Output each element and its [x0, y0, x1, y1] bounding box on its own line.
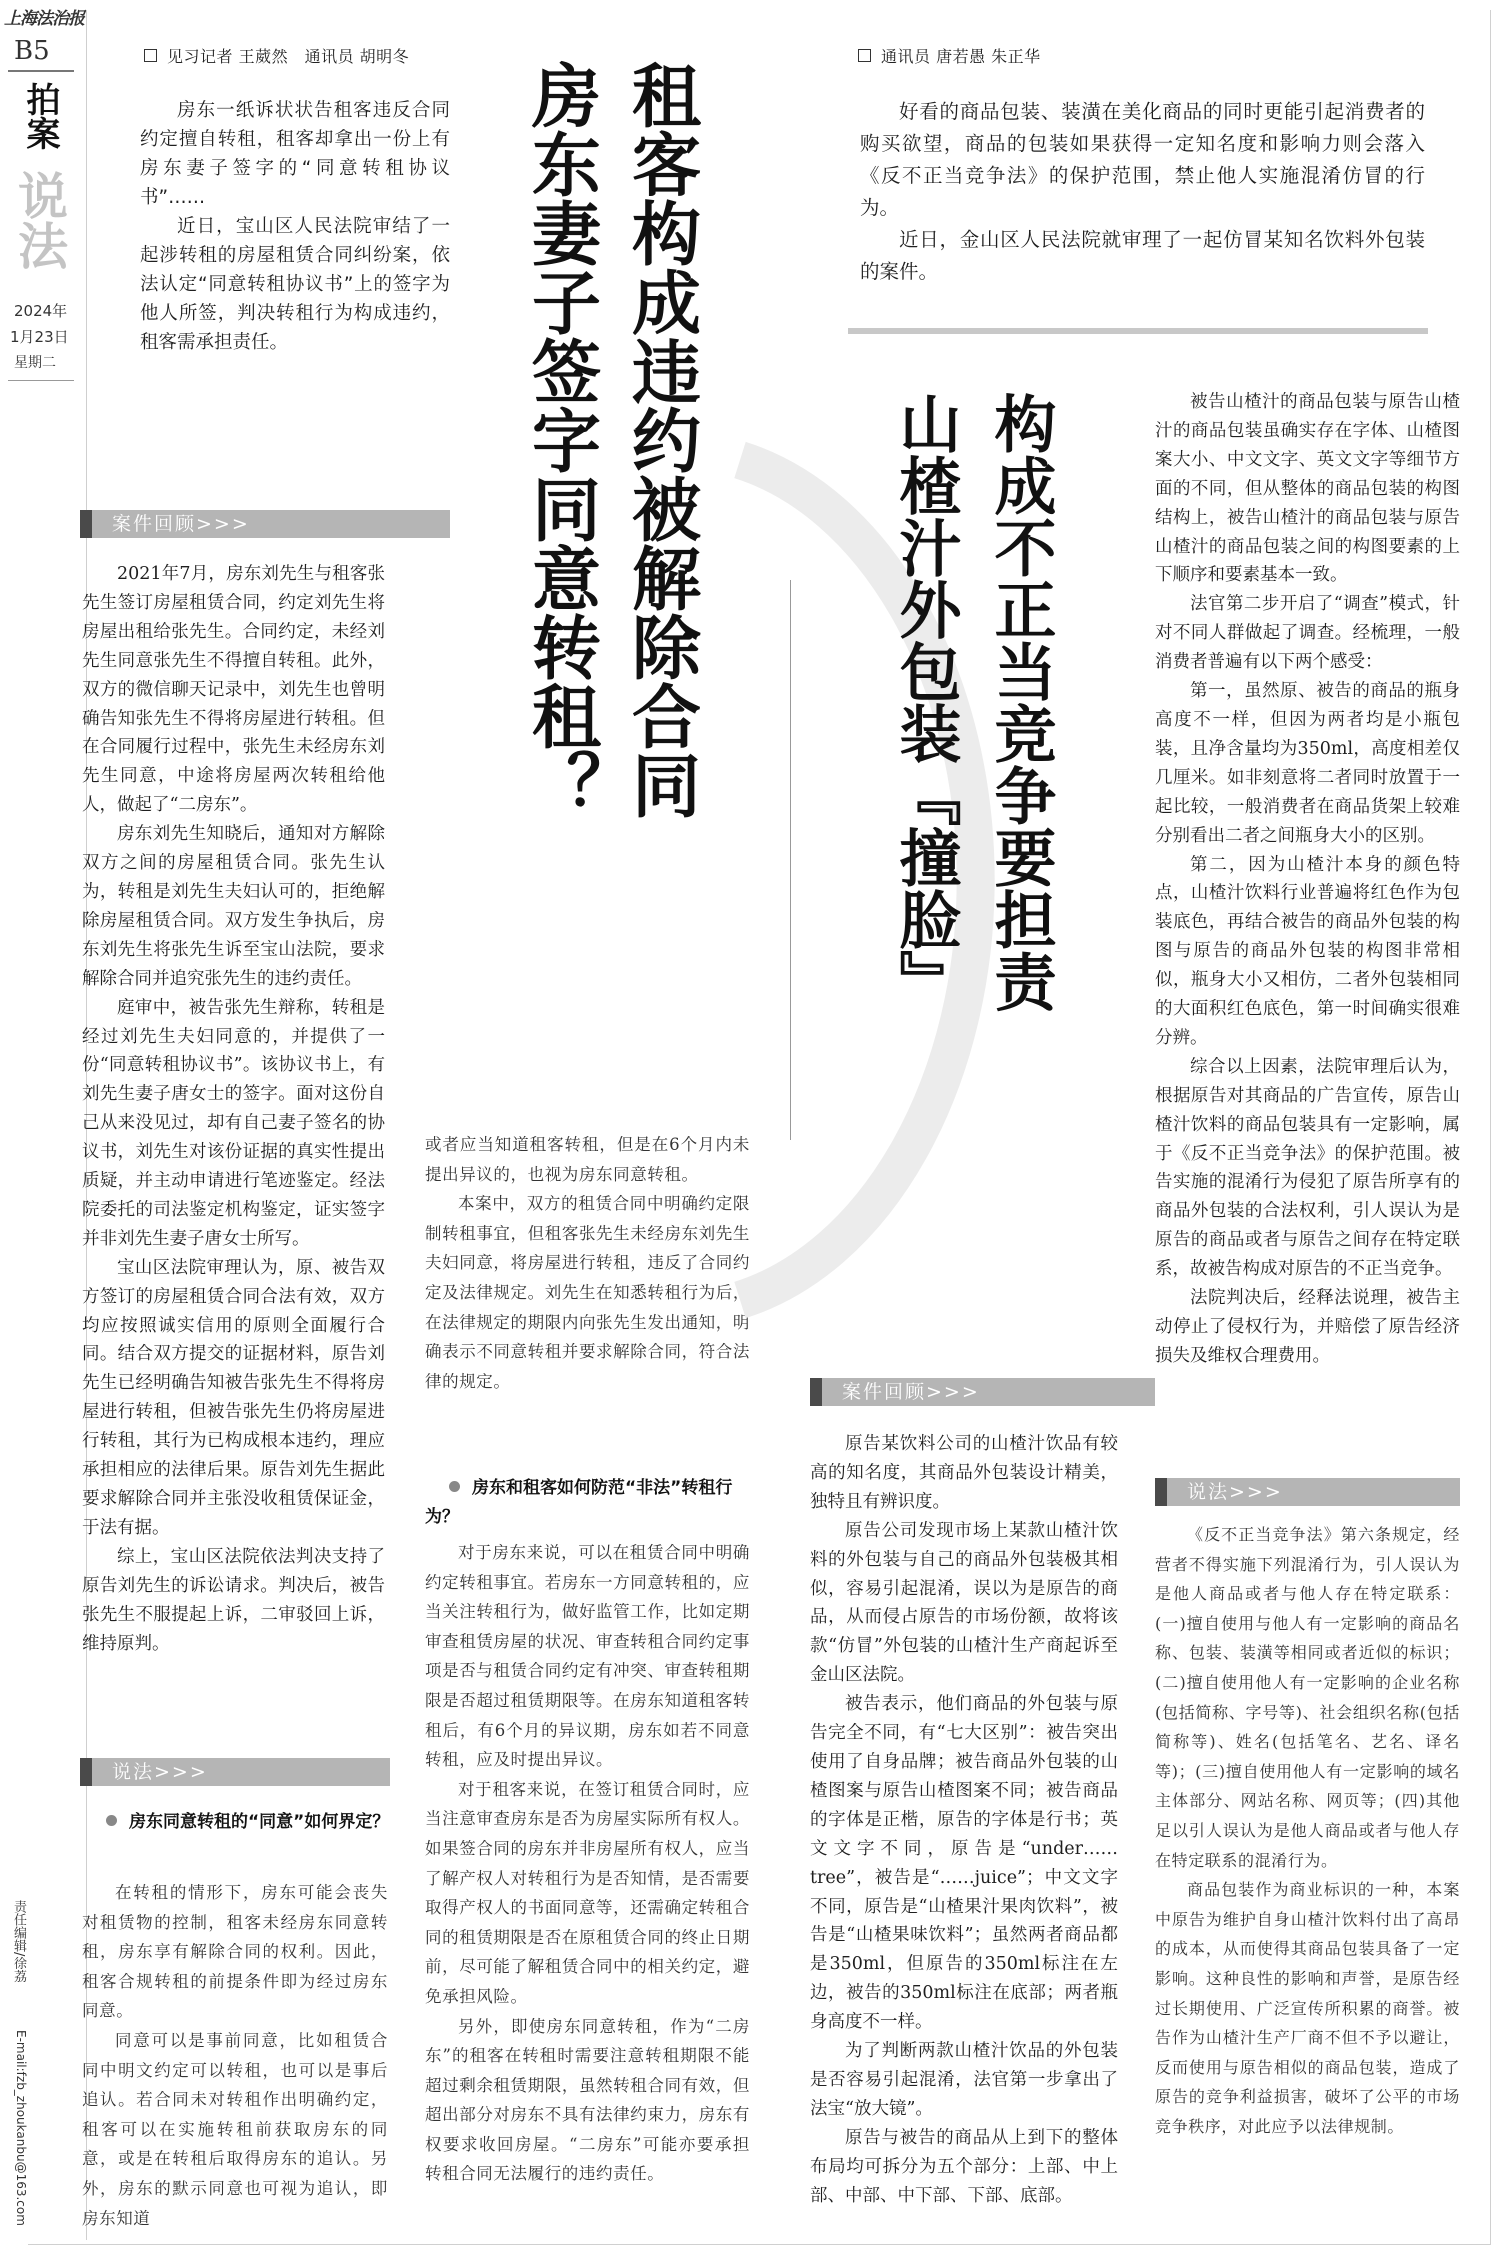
byline-box-icon — [858, 49, 871, 62]
analysis-paragraph: 或者应当知道租客转租，但是在6个月内未提出异议的，也视为房东同意转租。 — [425, 1135, 750, 1184]
left-lead — [140, 96, 450, 357]
left-case-review-header — [80, 510, 450, 538]
analysis-paragraph: 另外，即使房东同意转租，作为“二房东”的租客在转租时需要注意转租期限不能超过剩余租赁期限，虽然转租合同有效，但超出部分对房东不具有法律约束力，房东有权要求收回房屋。“二房东”可能亦要承担转租合同无法履行的违约责任。 — [425, 2016, 750, 2184]
right-col2-paragraph: 法官第二步开启了“调查”模式，针对不同人群做起了调查。经梳理，一般消费者普遍有以下两个感受： — [1155, 594, 1460, 673]
masthead-strip — [0, 0, 88, 2253]
page-number-underline — [8, 70, 74, 72]
page-frame-bottom — [28, 2244, 1490, 2245]
analysis-paragraph: 对于房东来说，可以在租赁合同中明确约定转租事宜。若房东一方同意转租的，应当关注转租行为，做好监管工作，比如定期审查租赁房屋的状况、审查转租合同约定事项是否与租赁合同约定有冲突、审查转租期限是否超过租赁期限等。在房东知道租客转租后，有6个月的异议期，房东如若不同意转租，应及时提出异议。 — [425, 1543, 750, 1770]
analysis-paragraph: 本案中，双方的租赁合同中明确约定限制转租事宜，但租客张先生未经房东刘先生夫妇同意，将房屋进行转租，违反了合同约定及法律规定。刘先生在知悉转租行为后，在法律规定的期限内向张先生发出通知，明确表示不同意转租并要求解除合同，符合法律的规定。 — [425, 1194, 750, 1391]
left-question-2 — [425, 1474, 750, 1532]
right-analysis-header — [1155, 1478, 1460, 1506]
issue-weekday: 星期二 — [14, 355, 56, 371]
analysis-paragraph: 同意可以是事前同意，比如租赁合同中明文约定可以转租，也可以是事后追认。若合同未对转租作出明确约定，租客可以在实施转租前获取房东的同意，或是在转租后取得房东的追认。另外，房东的默示同意也可视为追认，即房东知道 — [82, 2030, 388, 2228]
section-label: 说法>>> — [112, 1761, 208, 1783]
right-analysis-body — [1155, 1520, 1460, 2141]
right-case-paragraph: 原告与被告的商品从上到下的整体布局均可拆分为五个部分：上部、中上部、中部、中下部、下部、底部。 — [810, 2127, 1118, 2206]
right-title-line-1: 构成不正当竞争要担责 — [984, 392, 1057, 1012]
right-title-line-2: 山楂汁外包装『撞脸』 — [889, 392, 962, 1012]
left-analysis-col2b — [425, 1538, 750, 2189]
right-byline-text: 通讯员 唐若愚 朱正华 — [881, 47, 1041, 66]
left-case-paragraph: 宝山区法院审理认为，原、被告双方签订的房屋租赁合同合法有效，双方均应按照诚实信用的原则全面履行合同。结合双方提交的证据材料，原告刘先生已经明确告知被告张先生不得将房屋进行转租，但被告张先生仍将房屋进行转租，其行为已构成根本违约，理应承担相应的法律后果。原告刘先生据此要求解除合同并主张没收租赁保证金，于法有据。 — [82, 1257, 385, 1538]
right-lead-paragraph: 好看的商品包装、装潢在美化商品的同时更能引起消费者的购买欲望，商品的包装如果获得一定知名度和影响力则会落入《反不正当竞争法》的保护范围，禁止他人实施混淆仿冒的行为。 — [860, 100, 1425, 219]
left-case-paragraph: 2021年7月，房东刘先生与租客张先生签订房屋租赁合同，约定刘先生将房屋出租给张先生。合同约定，未经刘先生同意张先生不得擅自转租。此外，双方的微信聊天记录中，刘先生也曾明确告知张先生不得将房屋进行转租。但在合同履行过程中，张先生未经房东刘先生同意，中途将房屋两次转租给他人，做起了“二房东”。 — [82, 564, 385, 816]
right-case-paragraph: 原告公司发现市场上某款山楂汁饮料的外包装与自己的商品外包装极其相似，容易引起混淆，误以为是原告的商品，从而侵占原告的市场份额，故将该款“仿冒”外包装的山楂汁生产商起诉至金山区法院。 — [810, 1520, 1118, 1686]
masthead-divider — [8, 380, 74, 381]
section-marker-icon — [810, 1378, 822, 1406]
editor-email: E-mail:fzb_zhoukanbu@163.com — [14, 2030, 28, 2226]
section-label: 说法>>> — [1187, 1481, 1283, 1503]
left-analysis-header — [80, 1758, 390, 1786]
right-case-review-header — [810, 1378, 1155, 1406]
right-lead — [860, 96, 1425, 288]
left-question-1 — [82, 1808, 392, 1837]
right-lead-divider — [848, 328, 1428, 334]
right-lead-paragraph: 近日，金山区人民法院就审理了一起仿冒某知名饮料外包装的案件。 — [860, 228, 1425, 283]
byline-box-icon — [144, 49, 157, 62]
right-col2-paragraph: 被告山楂汁的商品包装与原告山楂汁的商品包装虽确实存在字体、山楂图案大小、中文文字、英文文字等细节方面的不同，但从整体的商品包装的构图结构上，被告山楂汁的商品包装与原告山楂汁的商品包装之间的构图要素的上下顺序和要素基本一致。 — [1155, 392, 1460, 586]
left-byline — [144, 44, 409, 67]
left-analysis-col1 — [82, 1878, 388, 2233]
question-text: 房东同意转租的“同意”如何界定？ — [129, 1812, 390, 1832]
section-marker-icon — [1155, 1478, 1167, 1506]
left-case-body — [82, 560, 385, 1658]
analysis-paragraph: 在转租的情形下，房东可能会丧失对租赁物的控制，租客未经房东同意转租，房东享有解除合同的权利。因此，租客合规转租的前提条件即为经过房东同意。 — [82, 1883, 388, 2021]
bullet-dot-icon — [449, 1481, 460, 1492]
column-name-2: 说法 — [10, 170, 69, 270]
left-lead-paragraph: 近日，宝山区人民法院审结了一起涉转租的房屋租赁合同纠纷案，依法认定“同意转租协议书”上的签字为他人所签，判决转租行为构成违约，租客需承担责任。 — [140, 216, 450, 353]
issue-date: 1月23日 — [10, 328, 69, 346]
right-col2-paragraph: 综合以上因素，法院审理后认为，根据原告对其商品的广告宣传，原告山楂汁饮料的商品包装具有一定影响，属于《反不正当竞争法》的保护范围。被告实施的混淆行为侵犯了原告所享有的商品外包装的合法权利，引人误认为是原告的商品或者与原告之间存在特定联系，故被告构成对原告的不正当竞争。 — [1155, 1056, 1460, 1280]
left-case-paragraph: 综上，宝山区法院依法判决支持了原告刘先生的诉讼请求。判决后，被告张先生不服提起上诉，二审驳回上诉，维持原判。 — [82, 1546, 385, 1654]
issue-year: 2024年 — [14, 302, 68, 320]
left-lead-paragraph: 房东一纸诉状状告租客违反合同约定擅自转租，租客却拿出一份上有房东妻子签字的“同意转租协议书”…… — [140, 100, 450, 208]
left-case-paragraph: 庭审中，被告张先生辩称，转租是经过刘先生夫妇同意的，并提供了一份“同意转租协议书”。该协议书上，有刘先生妻子唐女士的签字。面对这份自己从来没见过，却有自己妻子签名的协议书，刘先生对该份证据的真实性提出质疑，并主动申请进行笔迹鉴定。经法院委托的司法鉴定机构鉴定，证实签字并非刘先生妻子唐女士所写。 — [82, 997, 385, 1249]
left-byline-text: 见习记者 王葳然 通讯员 胡明冬 — [167, 47, 410, 66]
section-label: 案件回顾>>> — [842, 1381, 980, 1403]
page-frame-right — [1490, 10, 1491, 2245]
right-analysis-paragraph: 商品包装作为商业标识的一种，本案中原告为维护自身山楂汁饮料付出了高昂的成本，从而使得其商品包装具备了一定影响。这种良性的影响和声誉，是原告经过长期使用、广泛宣传所积累的商誉。被告作为山楂汁生产厂商不但不予以避让，反而使用与原告相似的商品包装，造成了原告的竞争利益损害，破坏了公平的市场竞争秩序，对此应予以法律规制。 — [1155, 1880, 1460, 2136]
right-col2-body — [1155, 388, 1460, 1371]
right-case-paragraph: 为了判断两款山楂汁饮品的外包装是否容易引起混淆，法官第一步拿出了法宝“放大镜”。 — [810, 2041, 1118, 2119]
right-col2-paragraph: 法院判决后，经释法说理，被告主动停止了侵权行为，并赔偿了原告经济损失及维权合理费用。 — [1155, 1288, 1460, 1366]
section-label: 案件回顾>>> — [112, 513, 250, 535]
right-col2-paragraph: 第二，因为山楂汁本身的颜色特点，山楂汁饮料行业普遍将红色作为包装底色，再结合被告的商品外包装的构图与原告的商品外包装的构图非常相似，瓶身大小又相仿，二者外包装相同的大面积红色底色，第一时间确实很难分辨。 — [1155, 854, 1460, 1048]
section-marker-icon — [80, 1758, 92, 1786]
right-case-body — [810, 1430, 1118, 2210]
left-case-paragraph: 房东刘先生知晓后，通知对方解除双方之间的房屋租赁合同。张先生认为，转租是刘先生夫妇认可的，拒绝解除房屋租赁合同。双方发生争执后，房东刘先生将张先生诉至宝山法院，要求解除合同并追究张先生的违约责任。 — [82, 824, 385, 989]
right-case-paragraph: 原告某饮料公司的山楂汁饮品有较高的知名度，其商品外包装设计精美，独特且有辨识度。 — [810, 1434, 1118, 1512]
question-text: 房东和租客如何防范“非法”转租行为？ — [425, 1478, 733, 1527]
paper-name: 上海法治报 — [4, 9, 84, 29]
page-number: B5 — [14, 36, 50, 66]
analysis-paragraph: 对于租客来说，在签订租赁合同时，应当注意审查房东是否为房屋实际所有权人。如果签合同的房东并非房屋所有权人，应当了解产权人对转租行为是否知情，是否需要取得产权人的书面同意等，还需确定转租合同的租赁期限是否在原租赁合同的终止日期前，尽可能了解租赁合同中的相关约定，避免承担风险。 — [425, 1779, 750, 2006]
right-col2-paragraph: 第一，虽然原、被告的商品的瓶身高度不一样，但因为两者均是小瓶包装，且净含量均为350ml，高度相差仅几厘米。如非刻意将二者同时放置于一起比较，一般消费者在商品货架上较难分别看出二者之间瓶身大小的区别。 — [1155, 681, 1460, 846]
right-case-paragraph: 被告表示，他们商品的外包装与原告完全不同，有“七大区别”：被告突出使用了自身品牌；被告商品外包装的山楂图案与原告山楂图案不同；被告商品的字体是正楷，原告的字体是行书；英文文字不同，原告是“under……tree”，被告是“……juice”；中文文字不同，原告是“山楂果汁果肉饮料”，被告是“山楂果味饮料”；虽然两者商品都是350ml，但原告的350ml标注在左边，被告的350ml标注在底部；两者瓶身高度不一样。 — [810, 1694, 1118, 2033]
bullet-dot-icon — [106, 1815, 117, 1826]
right-byline — [858, 44, 1041, 67]
left-title-line-1: 租客构成违约被解除合同 — [620, 60, 700, 819]
editor-credit: 责任编辑/徐荔 — [11, 1900, 26, 1983]
column-name-1: 拍案 — [20, 82, 60, 150]
section-marker-icon — [80, 510, 92, 538]
right-analysis-paragraph: 《反不正当竞争法》第六条规定，经营者不得实施下列混淆行为，引人误认为是他人商品或者与他人存在特定联系：(一)擅自使用与他人有一定影响的商品名称、包装、装潢等相同或者近似的标识；(二)擅自使用他人有一定影响的企业名称(包括简称、字号等)、社会组织名称(包括简称等)、姓名(包括笔名、艺名、译名等)；(三)擅自使用他人有一定影响的域名主体部分、网站名称、网页等；(四)其他足以引人误认为是他人商品或者与他人存在特定联系的混淆行为。 — [1155, 1525, 1460, 1870]
left-title-line-2: 房东妻子签字同意转租？ — [520, 60, 600, 819]
